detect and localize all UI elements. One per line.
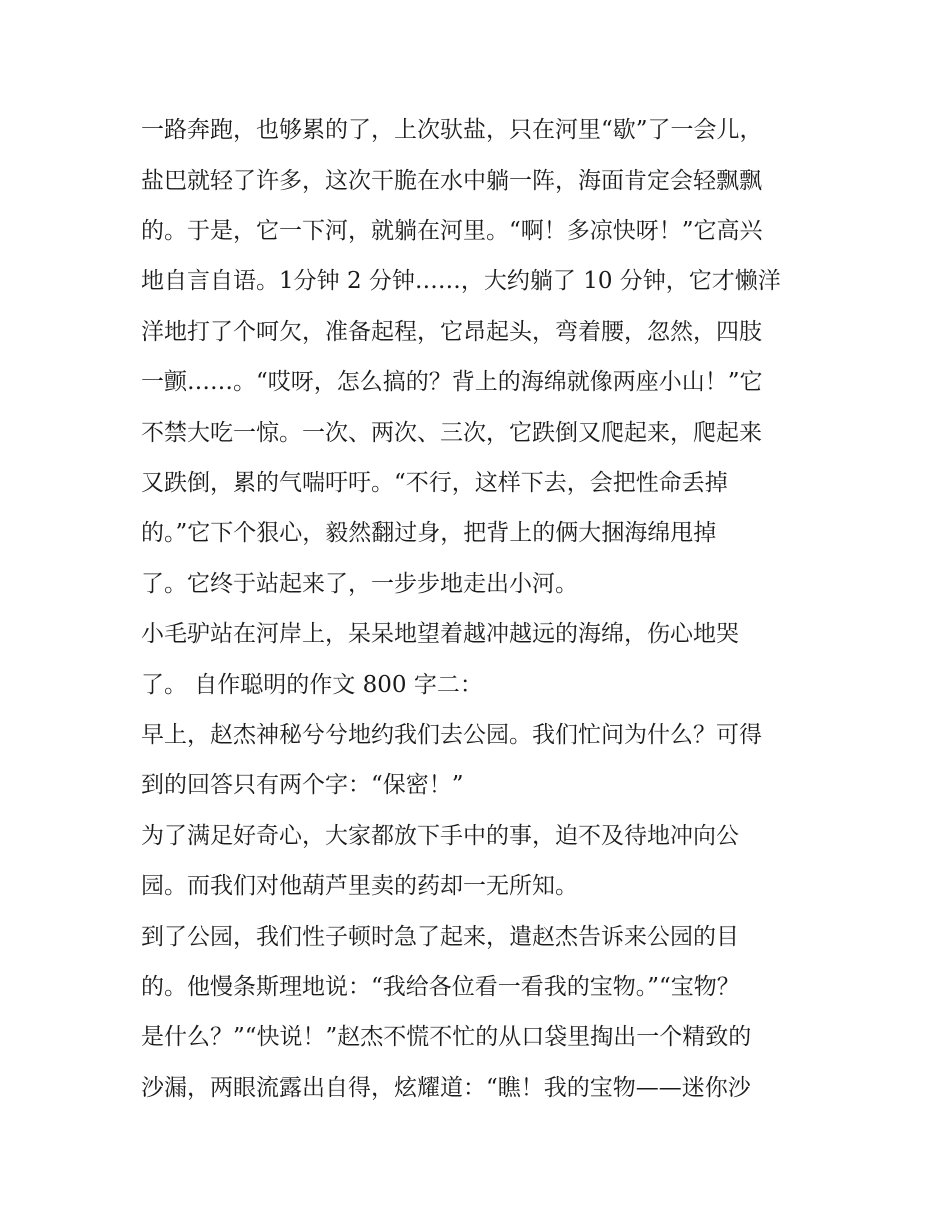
text-line: 小毛驴站在河岸上，呆呆地望着越冲越远的海绵，伤心地哭 [141,621,739,647]
text-line: 不禁大吃一惊。一次、两次、三次，它跌倒又爬起来，爬起来 [141,420,762,446]
text-line: 的。于是，它一下河，就躺在河里。“啊！多凉快呀！”它高兴 [141,218,763,244]
text-line: 是什么？”“快说！”赵杰不慌不忙的从口袋里掏出一个精致的 [141,1024,752,1050]
text-line: 了。 自作聪明的作文 800 字二： [141,672,483,698]
text-line: 了。它终于站起来了，一步步地走出小河。 [141,571,578,597]
text-line: 到的回答只有两个字：“保密！” [141,772,464,798]
text-line: 的。”它下个狠心，毅然翻过身，把背上的俩大捆海绵甩掉 [141,520,717,546]
text-line: 一颤……。“哎呀，怎么搞的？背上的海绵就像两座小山！”它 [141,369,763,395]
text-line: 盐巴就轻了许多，这次干脆在水中躺一阵，海面肯定会轻飘飘 [141,168,762,194]
text-line: 又跌倒，累的气喘吁吁。“不行，这样下去，会把性命丢掉 [141,470,728,496]
text-line: 洋地打了个呵欠，准备起程，它昂起头，弯着腰，忽然，四肢 [141,319,762,345]
text-line: 早上，赵杰神秘兮兮地约我们去公园。我们忙问为什么？可得 [141,722,762,748]
text-line: 的。他慢条斯理地说：“我给各位看一看我的宝物。”“宝物？ [141,974,740,1000]
text-line: 地自言自语。1分钟 2 分钟……，大约躺了 10 分钟，它才懒洋 [141,268,781,294]
text-line: 一路奔跑，也够累的了，上次驮盐，只在河里“歇”了一会儿， [141,117,763,143]
text-line: 到了公园，我们性子顿时急了起来，遣赵杰告诉来公园的目 [141,924,739,950]
text-line: 为了满足好奇心，大家都放下手中的事，迫不及待地冲向公 [141,823,739,849]
text-line: 沙漏，两眼流露出自得，炫耀道：“瞧！我的宝物——迷你沙 [141,1075,751,1101]
text-line: 园。而我们对他葫芦里卖的药却一无所知。 [141,873,578,899]
